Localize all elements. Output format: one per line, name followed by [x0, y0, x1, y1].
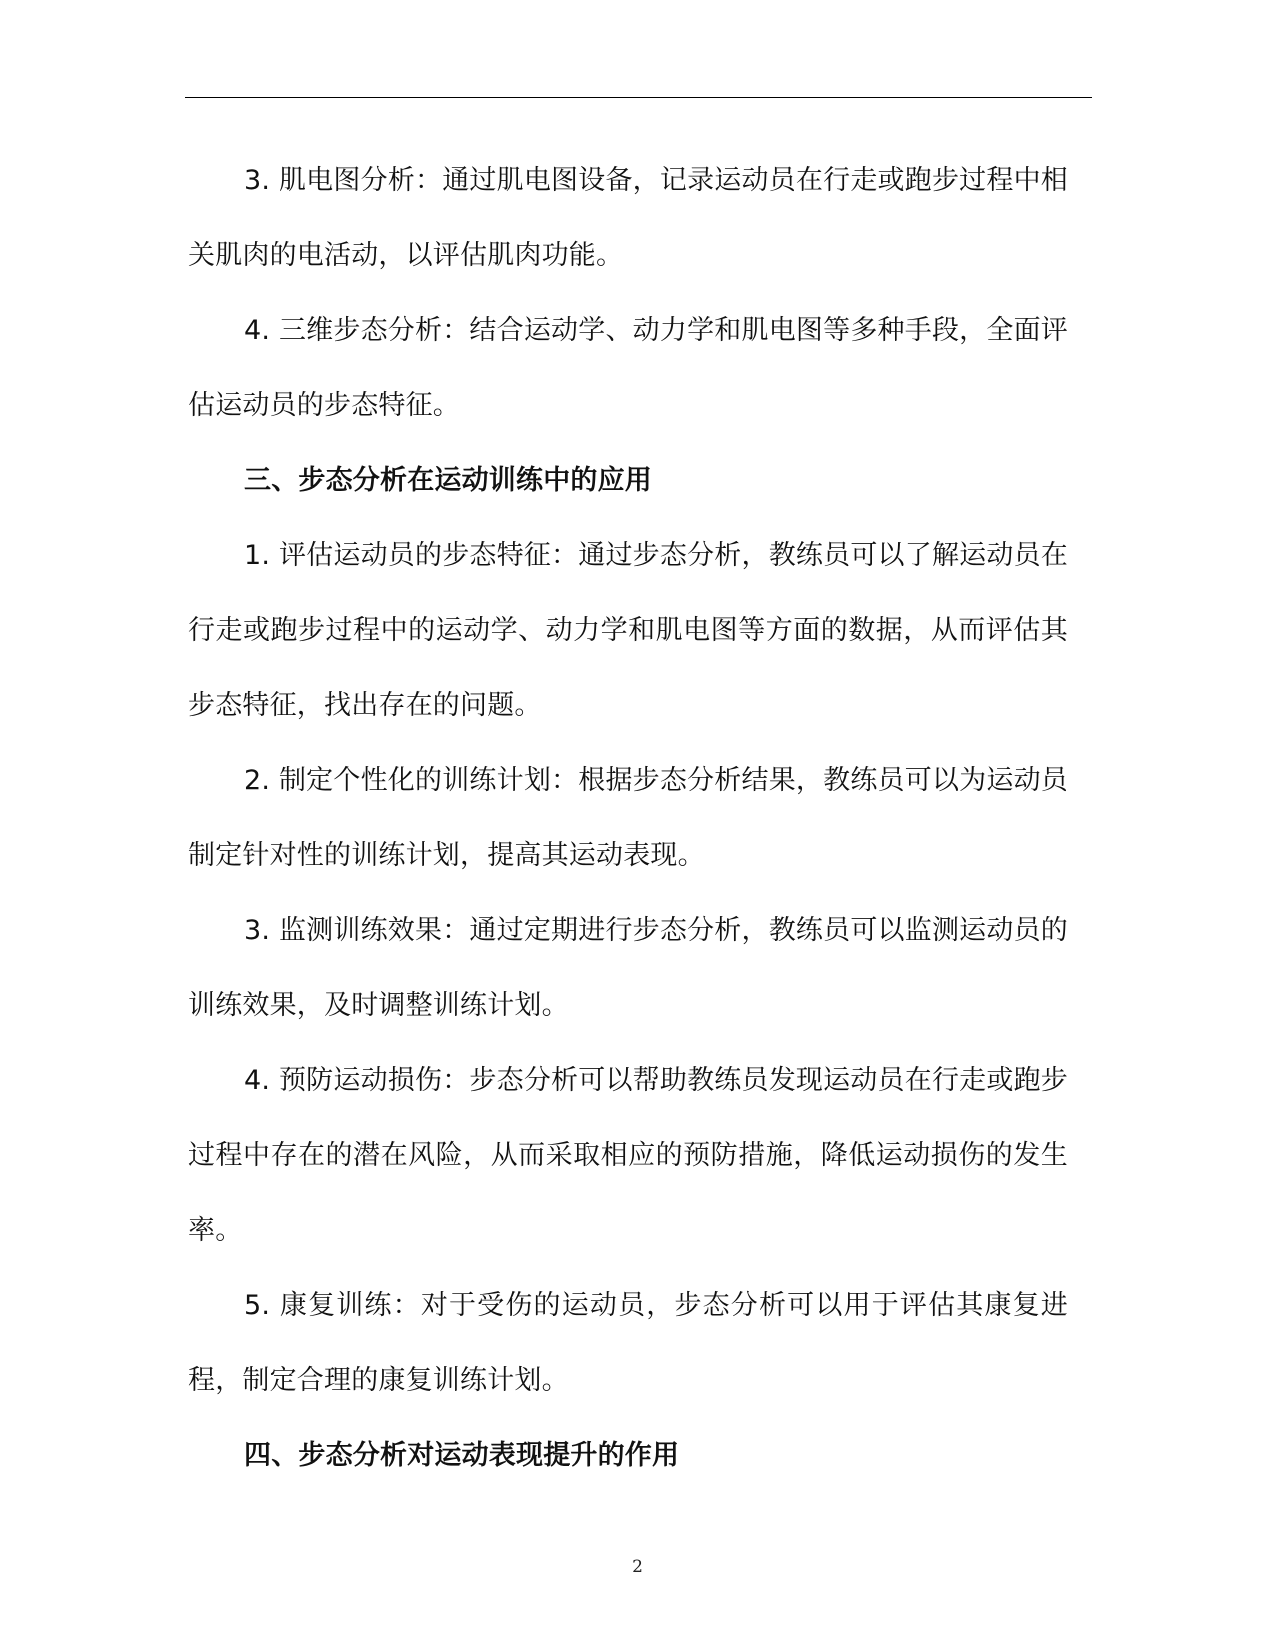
- paragraph-rehab-training: 5. 康复训练：对于受伤的运动员，步态分析可以用于评估其康复进程，制定合理的康复训练计划。: [188, 1290, 1068, 1396]
- section-heading-3: 三、步态分析在运动训练中的应用: [244, 465, 652, 496]
- paragraph-emg-analysis: 3. 肌电图分析：通过肌电图设备，记录运动员在行走或跑步过程中相关肌肉的电活动，以评估肌肉功能。: [188, 165, 1068, 271]
- page-number: 2: [632, 1557, 643, 1577]
- paragraph-3d-gait-analysis: 4. 三维步态分析：结合运动学、动力学和肌电图等多种手段，全面评估运动员的步态特征。: [188, 315, 1068, 421]
- body-text: [188, 143, 1068, 1493]
- paragraph-prevent-injury: 4. 预防运动损伤：步态分析可以帮助教练员发现运动员在行走或跑步过程中存在的潜在风险，从而采取相应的预防措施，降低运动损伤的发生率。: [188, 1065, 1068, 1246]
- header-rule: [185, 97, 1092, 98]
- paragraph-assess-gait: 1. 评估运动员的步态特征：通过步态分析，教练员可以了解运动员在行走或跑步过程中的运动学、动力学和肌电图等方面的数据，从而评估其步态特征，找出存在的问题。: [188, 540, 1068, 721]
- paragraph-training-plan: 2. 制定个性化的训练计划：根据步态分析结果，教练员可以为运动员制定针对性的训练计划，提高其运动表现。: [188, 765, 1068, 871]
- paragraph-monitor-effect: 3. 监测训练效果：通过定期进行步态分析，教练员可以监测运动员的训练效果，及时调整训练计划。: [188, 915, 1068, 1021]
- section-heading-4: 四、步态分析对运动表现提升的作用: [244, 1440, 680, 1471]
